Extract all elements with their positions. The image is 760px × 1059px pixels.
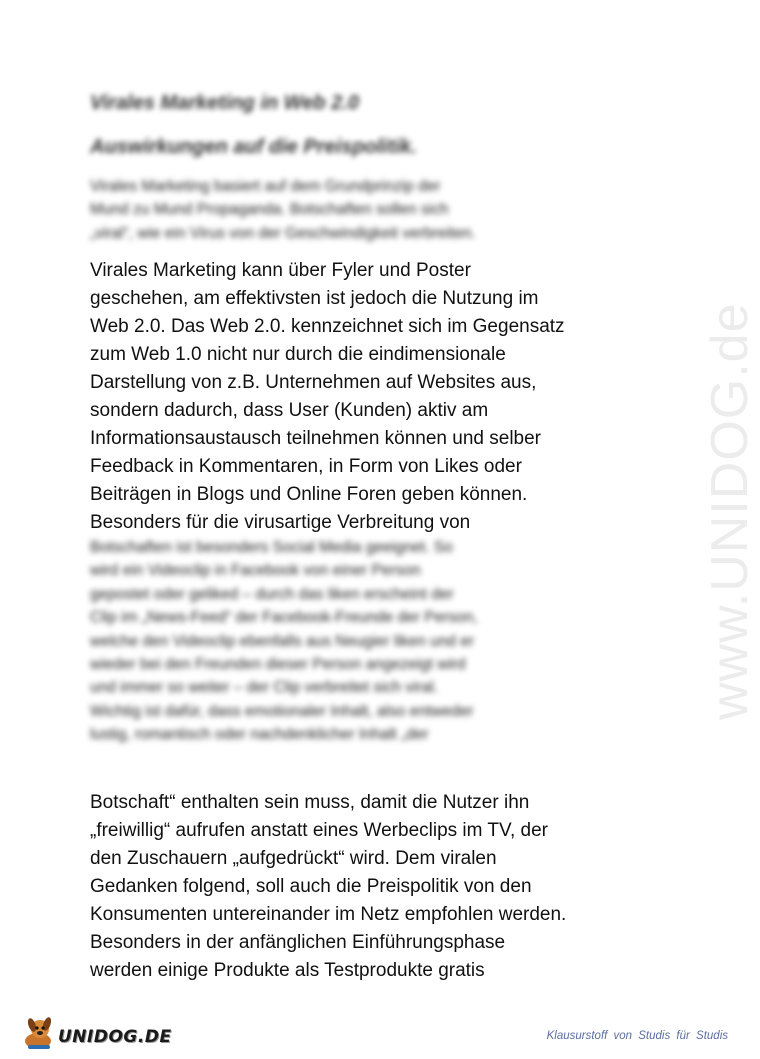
document-subtitle: Auswirkungen auf die Preispolitik. <box>90 136 417 158</box>
text-line: Wichtig ist dafür, dass emotionaler Inhalt, also entweder <box>90 702 474 720</box>
text-line: den Zuschauern „aufgedrückt“ wird. Dem viralen <box>90 848 497 869</box>
text-line: „freiwillig“ aufrufen anstatt eines Werbeclips im TV, der <box>90 820 548 841</box>
blurred-middle-paragraph <box>90 536 660 747</box>
unidog-logo[interactable] <box>20 1013 172 1053</box>
text-line: sondern dadurch, dass User (Kunden) aktiv am <box>90 400 489 421</box>
text-line: geschehen, am effektivsten ist jedoch die Nutzung im <box>90 288 539 309</box>
footer-tagline: Klausurstoff von Studis für Studis <box>546 1030 728 1042</box>
text-line: Beiträgen in Blogs und Online Foren geben können. <box>90 484 528 505</box>
visible-paragraph-2 <box>90 789 690 985</box>
document-title: Virales Marketing in Web 2.0 <box>90 92 359 114</box>
text-line: welche den Videoclip ebenfalls aus Neugier liken und er <box>90 632 475 650</box>
blurred-intro-paragraph <box>90 175 660 245</box>
text-line: Besonders in der anfänglichen Einführungsphase <box>90 932 506 953</box>
visible-paragraph-1 <box>90 257 690 537</box>
text-line: zum Web 1.0 nicht nur durch die eindimensionale <box>90 344 506 365</box>
text-line: Botschaft“ enthalten sein muss, damit die Nutzer ihn <box>90 792 530 813</box>
dog-mascot-icon <box>20 1013 60 1053</box>
text-line: gepostet oder geliked – durch das liken erscheint der <box>90 585 454 603</box>
logo-text: UNIDOG.DE <box>58 1027 172 1047</box>
text-line: „viral“, wie ein Virus von der Geschwindigkeit verbreiten. <box>90 224 476 242</box>
text-line: Clip im „News-Feed“ der Facebook-Freunde der Person, <box>90 609 478 627</box>
text-line: werden einige Produkte als Testprodukte gratis <box>90 960 485 981</box>
text-line: Gedanken folgend, soll auch die Preispolitik von den <box>90 876 532 897</box>
text-line: Besonders für die virusartige Verbreitung von <box>90 512 471 533</box>
text-line: wieder bei den Freunden dieser Person angezeigt wird <box>90 655 466 673</box>
text-line: Feedback in Kommentaren, in Form von Likes oder <box>90 456 522 477</box>
text-line: Virales Marketing kann über Fyler und Poster <box>90 260 471 281</box>
text-line: Botschaften ist besonders Social Media geeignet. So <box>90 539 453 556</box>
text-line: wird ein Videoclip in Facebook von einer Person <box>90 562 421 580</box>
text-line: Web 2.0. Das Web 2.0. kennzeichnet sich im Gegensatz <box>90 316 565 337</box>
text-line: Mund zu Mund Propaganda. Botschaften sollen sich <box>90 201 449 219</box>
text-line: Virales Marketing basiert auf dem Grundprinzip der <box>90 178 441 195</box>
watermark: www.UNIDOG.de <box>701 302 759 720</box>
text-line: lustig, romantisch oder nachdenklicher Inhalt „der <box>90 726 429 744</box>
text-line: Darstellung von z.B. Unternehmen auf Websites aus, <box>90 372 537 393</box>
text-line: Konsumenten untereinander im Netz empfohlen werden. <box>90 904 567 925</box>
text-line: Informationsaustausch teilnehmen können und selber <box>90 428 542 449</box>
text-line: und immer so weiter – der Clip verbreitet sich viral. <box>90 679 439 697</box>
